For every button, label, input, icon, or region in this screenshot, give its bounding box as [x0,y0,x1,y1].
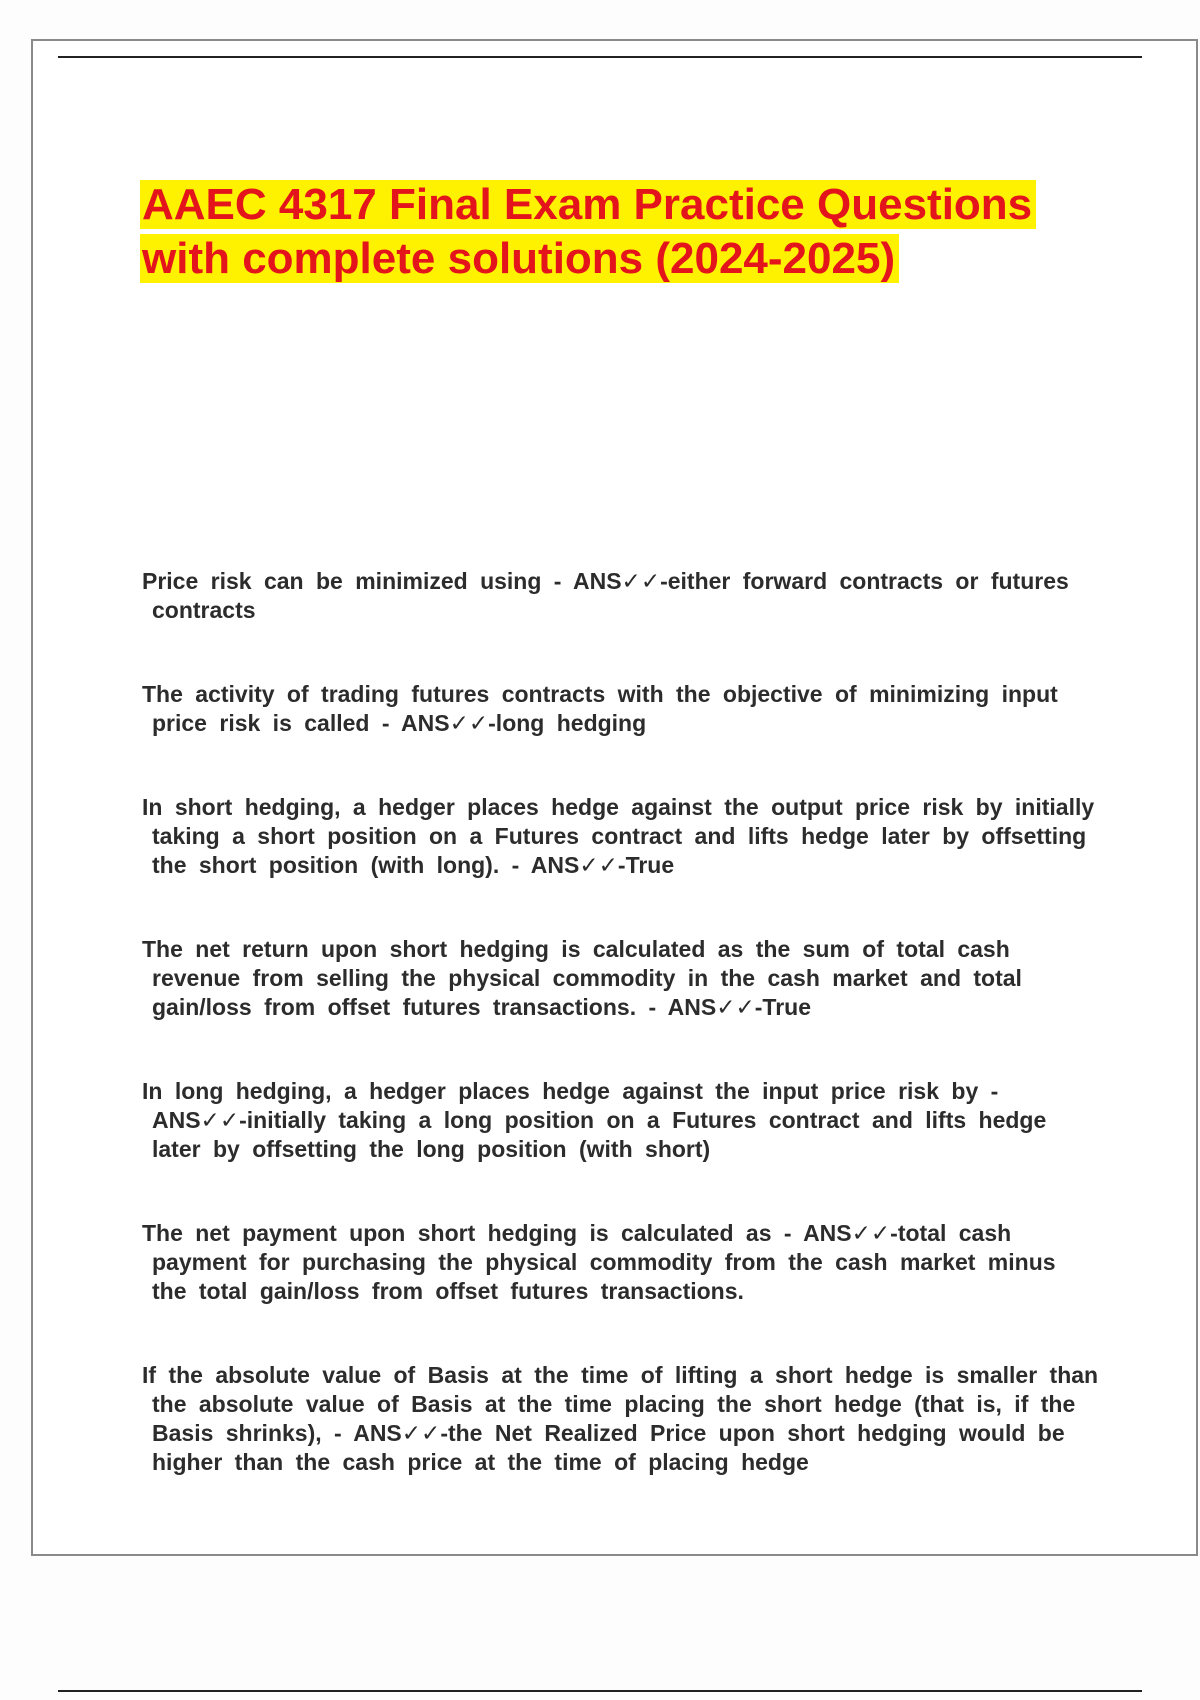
top-rule [58,56,1142,58]
qa-item: In short hedging, a hedger places hedge against the output price risk by initially taking a short position on a Futures contract and lifts hedge later by offsetting the short position (with long). - ANS✓✓-True [142,794,1095,878]
document-title [140,178,1100,286]
bottom-rule [58,1690,1142,1692]
qa-item: The activity of trading futures contracts with the objective of minimizing input price risk is called - ANS✓✓-long hedging [142,681,1058,736]
qa-item: Price risk can be minimized using - ANS✓✓-either forward contracts or futures contracts [142,568,1069,623]
qa-item: The net return upon short hedging is calculated as the sum of total cash revenue from selling the physical commodity in the cash market and total gain/loss from offset futures transactions. - ANS✓✓-True [142,936,1022,1020]
qa-list [142,567,1100,1532]
title-highlight: AAEC 4317 Final Exam Practice Questions with complete solutions (2024-2025) [140,180,1036,283]
qa-item: The net payment upon short hedging is calculated as - ANS✓✓-total cash payment for purchasing the physical commodity from the cash market minus the total gain/loss from offset futures transactions. [142,1220,1056,1304]
qa-item: In long hedging, a hedger places hedge against the input price risk by - ANS✓✓-initially taking a long position on a Futures contract and lifts hedge later by offsetting the long position (with short) [142,1078,1047,1162]
qa-item: If the absolute value of Basis at the time of lifting a short hedge is smaller than the absolute value of Basis at the time placing the short hedge (that is, if the Basis shrinks), - ANS✓✓-the Net Realized Price upon short hedging would be higher than the cash price at the time of placing hedge [142,1362,1099,1475]
